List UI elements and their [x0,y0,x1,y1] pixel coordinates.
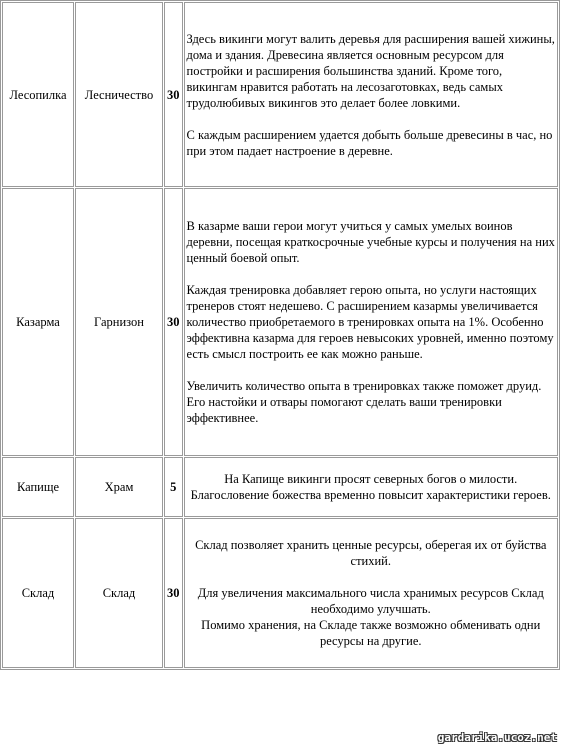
table-row [2,518,558,668]
max-level-cell: 5 [164,457,183,517]
building-name-cell: Склад [2,518,74,668]
original-name-cell: Склад [75,518,163,668]
description-cell [184,188,559,456]
table-row [2,2,558,187]
description-paragraph: В казарме ваши герои могут учиться у самых умелых воинов деревни, посещая краткосрочные учебные курсы и получения на них ценный боевой опыт. [186,219,555,265]
site-watermark: gardarika.ucoz.net [437,731,557,744]
description-paragraph: На Капище викинги просят северных богов о милости. Благословение божества временно повысит характеристики героев. [190,472,551,502]
max-level-cell: 30 [164,518,183,668]
original-name-cell: Лесничество [75,2,163,187]
max-level-cell: 30 [164,188,183,456]
description-paragraph: Каждая тренировка добавляет герою опыта, но услуги настоящих тренеров стоят недешево. С расширением казармы увеличивается количество приобретаемого в тренировках опыта на 1%. Особенно эффективна казарма для героев невысоких уровней, именно поэтому есть смысл построить ее как можно раньше. [186,283,554,361]
original-name-cell: Храм [75,457,163,517]
description-paragraph: Для увеличения максимального числа хранимых ресурсов Склад необходимо улучшать. [197,586,544,616]
description-cell [184,457,559,517]
description-paragraph: Здесь викинги могут валить деревья для расширения вашей хижины, дома и здания. Древесина является основным ресурсом для постройки и расширения большинства зданий. Кроме того, викингам нравится работать на лесозаготовках, ведь самых трудолюбивых викингов это делает более ловкими. [186,31,555,110]
description-paragraph: Увеличить количество опыта в тренировках также поможет друид. Его настойки и отвары помогают сделать ваши тренировки эффективнее. [186,379,542,425]
original-name-cell: Гарнизон [75,188,163,456]
description-paragraph: Помимо хранения, на Складе также возможно обменивать одни ресурсы на другие. [201,618,541,648]
max-level-cell: 30 [164,2,183,187]
building-name-cell: Казарма [2,188,74,456]
description-paragraph: С каждым расширением удается добыть больше древесины в час, но при этом падает настроение в деревне. [186,127,553,158]
table-row [2,188,558,456]
description-cell [184,2,559,187]
building-name-cell: Лесопилка [2,2,74,187]
building-name-cell: Капище [2,457,74,517]
description-cell [184,518,559,668]
description-paragraph: Склад позволяет хранить ценные ресурсы, оберегая их от буйства стихий. [195,538,547,568]
table-row [2,457,558,517]
